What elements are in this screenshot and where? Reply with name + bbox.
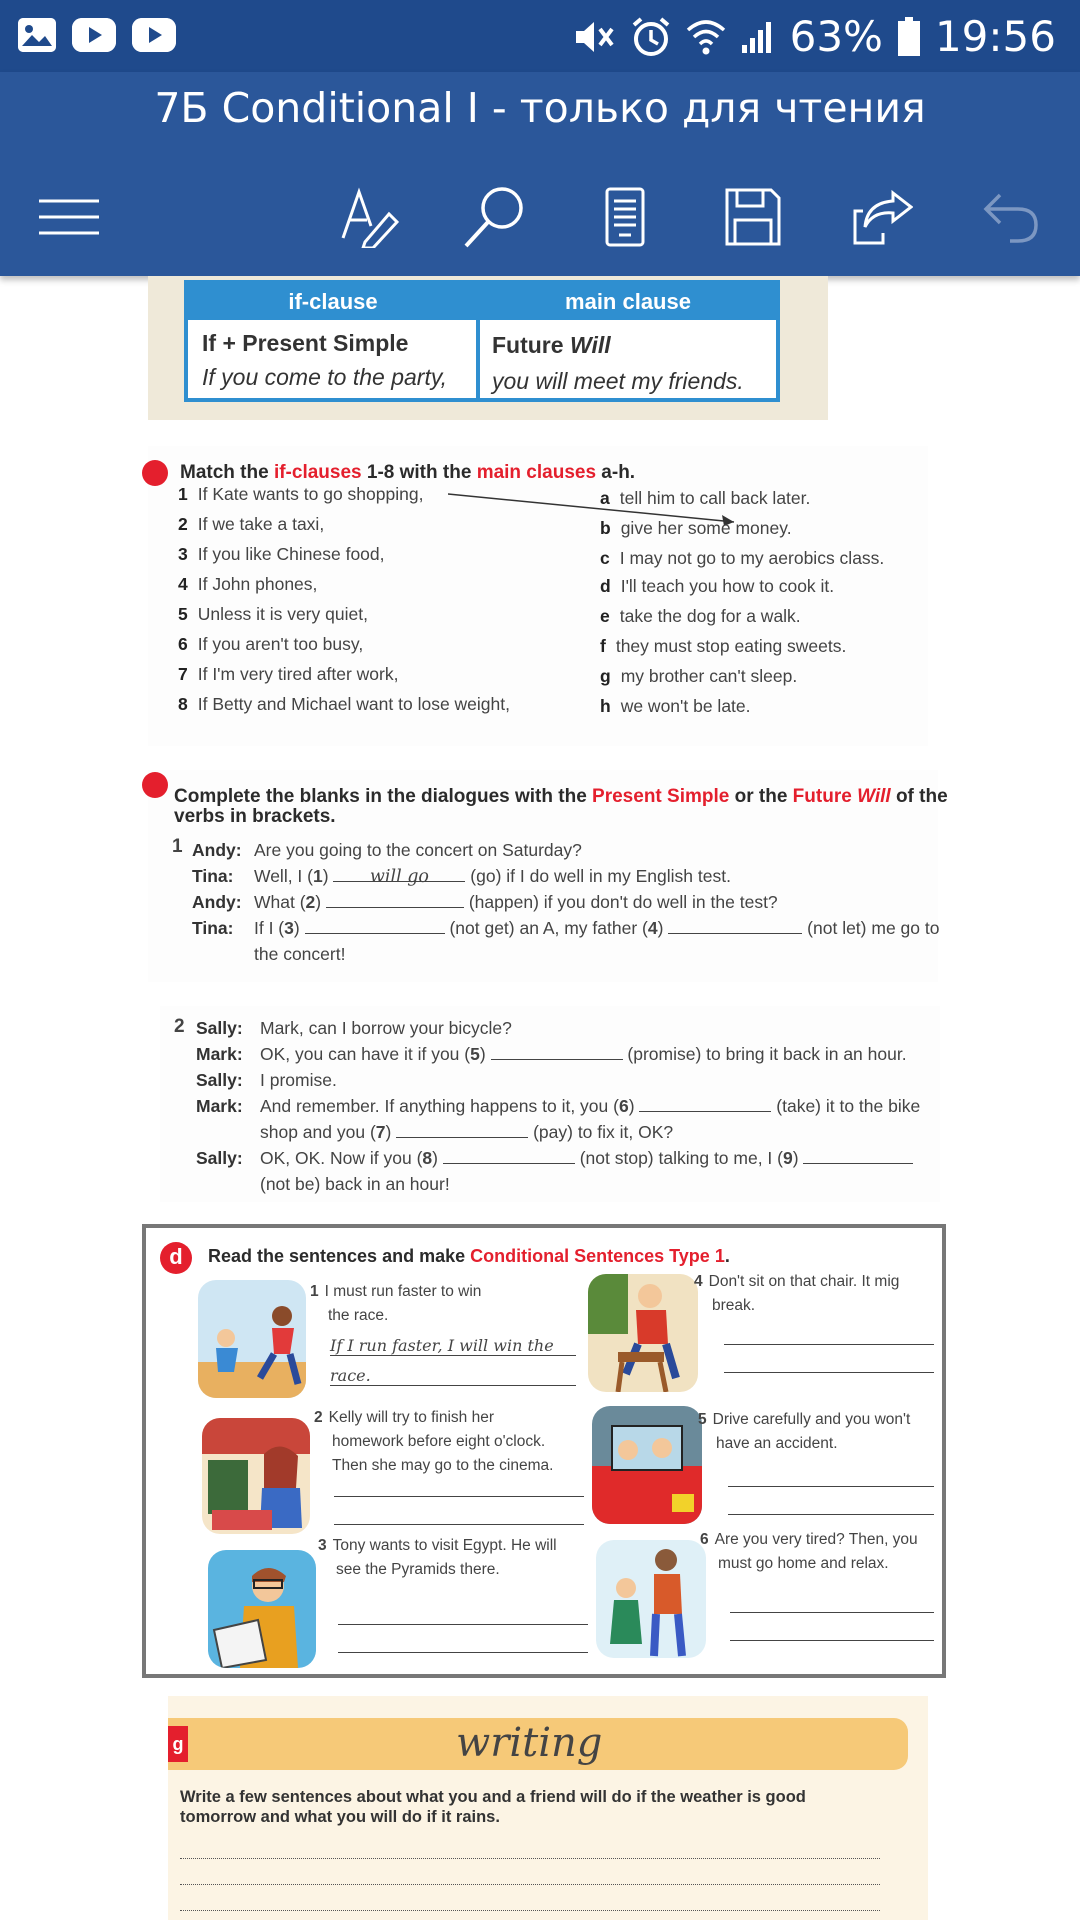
dialogue-2-line-6: Sally: OK, OK. Now if you (8) (not stop) talking to me, I (9) [196,1148,913,1169]
if-clause-item: 7 If I'm very tired after work, [178,664,399,684]
item-4-answer-line-1 [724,1344,934,1345]
exercise-d-badge: d [160,1242,192,1274]
exercise-d [142,1224,946,1678]
main-clause-item: g my brother can't sleep. [600,666,798,686]
writing-line-1 [180,1858,880,1859]
item-4-answer-line-2 [724,1372,934,1373]
dialogue-1-line-4: Tina: If I (3) (not get) an A, my father (4) (not let) me go to [192,918,940,938]
table-header-if-clause: if-clause [188,284,478,320]
reading-mode-icon[interactable] [580,172,670,262]
illustration-tourist [208,1550,316,1668]
table-divider [476,284,480,402]
sentence-item-1: 1 I must run faster to win the race. [310,1283,482,1324]
if-clause-item: 3 If you like Chinese food, [178,544,385,564]
illustration-tired [596,1540,706,1658]
exercise-c-title-line2: verbs in brackets. [174,806,336,827]
dialogue-1-line-3: Andy: What (2) (happen) if you don't do well in the test? [192,892,778,912]
if-clause-item: 1 If Kate wants to go shopping, [178,484,424,504]
youtube-icon [132,18,176,52]
status-bar [0,0,1080,72]
table-example-if: If you come to the party, [202,364,448,390]
item-1-answer-line-2: race. [330,1366,576,1386]
item-6-answer-line-1 [730,1612,934,1613]
exercise-c [148,770,948,982]
dialogue-2-continuation: (not be) back in an hour! [260,1174,450,1194]
illustration-homework [202,1418,310,1534]
dialogue-2-line-4: Mark: And remember. If anything happens to it, you (6) (take) it to the bike [196,1096,921,1116]
main-clause-item: f they must stop eating sweets. [600,636,847,656]
dialogue-2-number: 2 [174,1016,185,1037]
main-clause-item: d I'll teach you how to cook it. [600,576,835,596]
main-clause-item: e take the dog for a walk. [600,606,801,626]
exercise-c-dialogue-2 [160,1006,940,1202]
writing-section [168,1696,928,1920]
gallery-icon [18,18,56,52]
battery-percent: 63% [789,12,883,61]
document-page[interactable] [0,276,1080,1920]
item-5-answer-line-2 [728,1514,934,1515]
mute-icon [572,17,616,57]
signal-icon [740,19,776,55]
dialogue-2-line-3: Sally: I promise. [196,1070,337,1090]
app-bar [0,72,1080,276]
sentence-item-4: 4 Don't sit on that chair. It mig break. [694,1273,900,1314]
table-header-main-clause: main clause [480,284,776,320]
exercise-c-badge [142,772,168,798]
sentence-item-6: 6 Are you very tired? Then, you must go home and relax. [700,1531,918,1572]
menu-icon[interactable] [24,172,114,262]
item-1-answer-line-1: If I run faster, I will win the [330,1336,576,1356]
item-2-answer-line-2 [334,1524,584,1525]
if-clause-item: 6 If you aren't too busy, [178,634,364,654]
writing-instruction-line-2: tomorrow and what you will do if it rains. [180,1808,500,1826]
item-3-answer-line-2 [338,1652,588,1653]
item-2-answer-line-1 [334,1496,584,1497]
answer-will-go: will go [369,867,429,887]
item-3-answer-line-1 [338,1624,588,1625]
share-icon[interactable] [838,172,928,262]
writing-heading: writing [456,1720,603,1766]
exercise-a [148,446,928,746]
table-rule-main: Future Will [492,332,611,358]
battery-icon [897,17,921,57]
writing-instruction-line-1: Write a few sentences about what you and a friend will do if the weather is good [180,1788,806,1806]
toolbar [0,172,1080,262]
exercise-a-title: Match the if-clauses 1-8 with the main clauses a-h. [180,462,636,483]
writing-badge: g [168,1726,188,1762]
dialogue-1-line-1: Andy: Are you going to the concert on Saturday? [192,840,582,860]
main-clause-item: b give her some money. [600,518,792,538]
sentence-item-5: 5 Drive carefully and you won't have an accident. [698,1411,911,1452]
dialogue-1-line-2: Tina: Well, I (1) will go (go) if I do well in my English test. [192,866,731,887]
alarm-icon [630,16,672,58]
illustration-runner [198,1280,306,1398]
dialogue-2-line-2: Mark: OK, you can have it if you (5) (promise) to bring it back in an hour. [196,1044,907,1064]
table-rule-if: If + Present Simple [202,330,409,356]
illustration-chair [588,1274,698,1392]
writing-line-3 [180,1910,880,1911]
clock: 19:56 [934,12,1056,61]
exercise-a-badge [142,460,168,486]
document-title: 7Б Conditional I - только для чтения [154,84,926,132]
edit-text-icon[interactable] [324,172,414,262]
dialogue-2-line-5: shop and you (7) (pay) to fix it, OK? [260,1122,674,1142]
youtube-icon [72,18,116,52]
if-clause-item: 4 If John phones, [178,574,318,594]
exercise-c-title: Complete the blanks in the dialogues with the Present Simple or the Future Will of the [174,786,948,807]
dialogue-2-line-1: Sally: Mark, can I borrow your bicycle? [196,1018,512,1038]
dialogue-1-number: 1 [172,836,183,857]
main-clause-item: h we won't be late. [600,696,751,716]
illustration-car [592,1406,702,1524]
main-clause-item: c I may not go to my aerobics class. [600,548,885,568]
if-clause-item: 5 Unless it is very quiet, [178,604,368,624]
wifi-icon [686,18,726,56]
grammar-table [148,276,828,420]
sentence-item-2: 2 Kelly will try to finish her homework before eight o'clock. Then she may go to the cinema. [314,1409,554,1474]
writing-line-2 [180,1884,880,1885]
undo-icon[interactable] [966,172,1056,262]
sentence-item-3: 3 Tony wants to visit Egypt. He will see the Pyramids there. [318,1537,557,1578]
exercise-d-title: Read the sentences and make Conditional Sentences Type 1. [208,1246,730,1266]
item-6-answer-line-2 [730,1640,934,1641]
if-clause-item: 8 If Betty and Michael want to lose weight, [178,694,510,714]
save-icon[interactable] [708,172,798,262]
table-example-main: you will meet my friends. [492,368,744,394]
search-icon[interactable] [450,172,540,262]
main-clause-item: a tell him to call back later. [600,488,811,508]
if-clause-item: 2 If we take a taxi, [178,514,325,534]
item-5-answer-line-1 [728,1486,934,1487]
dialogue-1-continuation: the concert! [254,944,346,964]
